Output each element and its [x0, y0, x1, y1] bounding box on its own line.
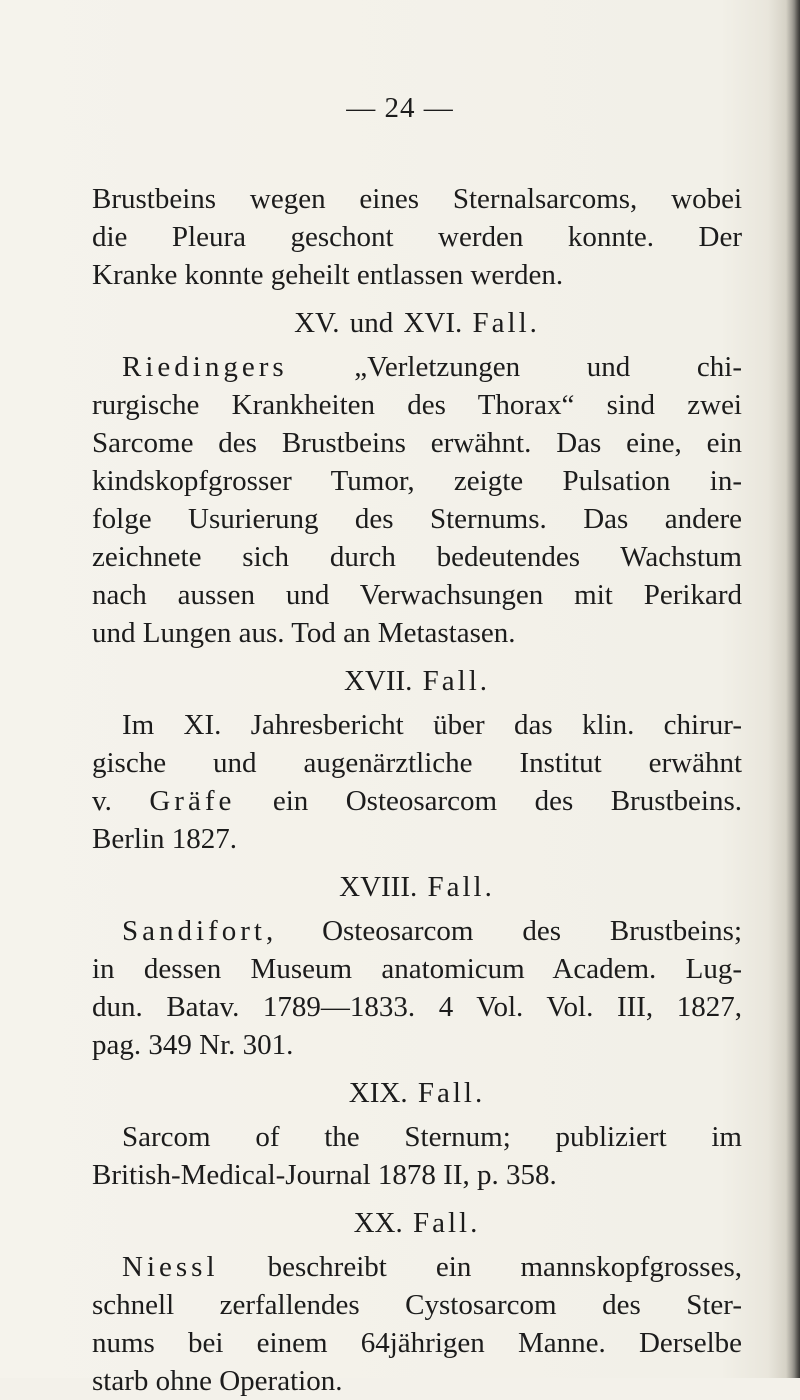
- text-line: [92, 348, 742, 386]
- text-line: kindskopfgrosser Tumor, zeigte Pulsation in-: [92, 465, 742, 497]
- section-body-xix: [92, 1118, 742, 1194]
- text-line: nach aussen und Verwachsungen mit Perikard: [92, 579, 742, 611]
- text-line: gische und augenärztliche Institut erwähnt: [92, 747, 742, 779]
- heading-number: XX.: [353, 1207, 403, 1239]
- text-line: Berlin 1827.: [92, 823, 237, 855]
- text-line: rurgische Krankheiten des Thorax“ sind zwei: [92, 389, 742, 421]
- heading-number: XVIII.: [339, 871, 418, 903]
- author-name: Gräfe: [149, 785, 236, 817]
- text-line: Sarcom of the Sternum; publiziert im: [122, 1121, 742, 1153]
- heading-number: XVII.: [343, 665, 413, 697]
- section-heading-xviii: [92, 868, 742, 906]
- text-fragment: v.: [92, 785, 150, 817]
- text-fragment: „Verletzungen und chi-: [287, 351, 742, 383]
- text-fragment: ein Osteosarcom des Brustbeins.: [235, 785, 743, 817]
- text-fragment: beschreibt ein mannskopfgrosses,: [218, 1251, 742, 1283]
- section-body-xx: [92, 1248, 742, 1400]
- heading-word: Fall.: [472, 307, 540, 339]
- text-line: die Pleura geschont werden konnte. Der: [92, 221, 742, 253]
- text-fragment: , Osteosarcom des Brustbeins;: [265, 915, 742, 947]
- text-line: in dessen Museum anatomicum Academ. Lug-: [92, 953, 742, 985]
- page-edge-shadow: [786, 0, 800, 1378]
- text-line: Sarcome des Brustbeins erwähnt. Das eine, ein: [92, 427, 742, 459]
- text-line: starb ohne Operation.: [92, 1365, 343, 1397]
- text-line: pag. 349 Nr. 301.: [92, 1029, 294, 1061]
- text-line: British-Medical-Journal 1878 II, p. 358.: [92, 1159, 557, 1191]
- section-heading-xv-xvi: [92, 304, 742, 342]
- author-name: Niessl: [122, 1251, 219, 1283]
- text-line: [92, 782, 742, 820]
- heading-number: XIX.: [348, 1077, 408, 1109]
- section-heading-xx: [92, 1204, 742, 1242]
- author-name: Sandifort: [122, 915, 266, 947]
- section-body-xv-xvi: [92, 348, 742, 652]
- heading-word: Fall.: [427, 871, 495, 903]
- text-line: zeichnete sich durch bedeutendes Wachstum: [92, 541, 742, 573]
- section-heading-xix: [92, 1074, 742, 1112]
- text-line: und Lungen aus. Tod an Metastasen.: [92, 617, 516, 649]
- section-body-xviii: [92, 912, 742, 1064]
- text-line: nums bei einem 64jährigen Manne. Derselbe: [92, 1327, 742, 1359]
- heading-word: Fall.: [417, 1077, 486, 1109]
- text-line: schnell zerfallendes Cystosarcom des Ster-: [92, 1289, 742, 1321]
- heading-word: Fall.: [413, 1207, 481, 1239]
- heading-word: Fall.: [422, 665, 491, 697]
- text-line: Brustbeins wegen eines Sternalsarcoms, wobei: [92, 183, 742, 215]
- text-line: dun. Batav. 1789—1833. 4 Vol. Vol. III, 1827,: [92, 991, 742, 1023]
- heading-number: XV. und XVI.: [294, 307, 463, 339]
- section-body-xvii: [92, 706, 742, 858]
- section-heading-xvii: [92, 662, 742, 700]
- text-line: folge Usurierung des Sternums. Das andere: [92, 503, 742, 535]
- author-name: Riedingers: [122, 351, 288, 383]
- page-number: — 24 —: [346, 92, 454, 124]
- text-line: [92, 912, 742, 950]
- page-body: [92, 180, 742, 1400]
- text-line: [92, 1248, 742, 1286]
- text-line: Im XI. Jahresbericht über das klin. chirur-: [122, 709, 742, 741]
- text-line: Kranke konnte geheilt entlassen werden.: [92, 259, 564, 291]
- paragraph-continuation: [92, 180, 742, 294]
